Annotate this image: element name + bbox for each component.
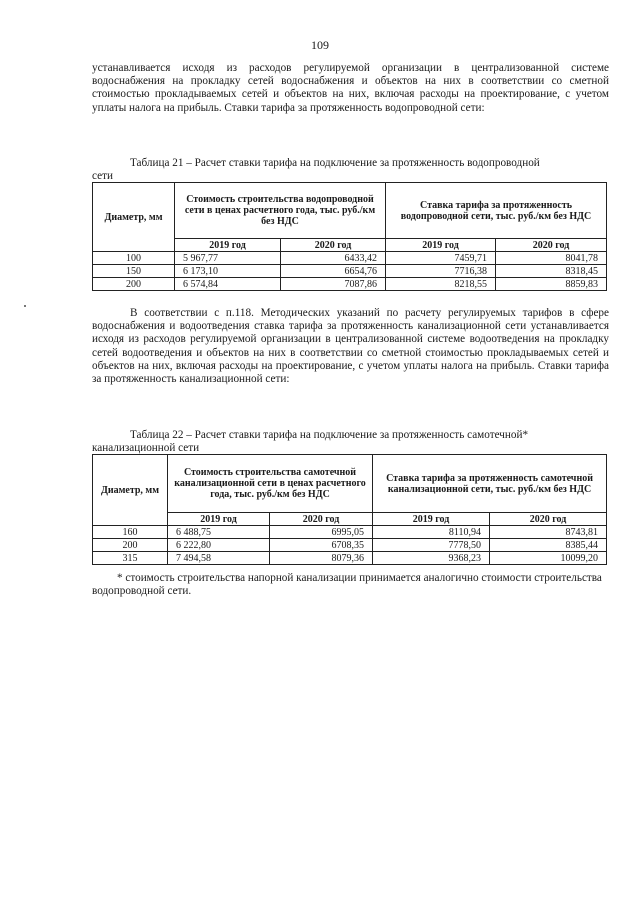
table21-rate-2019: 7459,71 xyxy=(386,252,496,265)
table22-header-diameter: Диаметр, мм xyxy=(93,455,168,526)
table-row xyxy=(93,252,607,265)
table21-header-rate-2020: 2020 год xyxy=(496,239,607,252)
table22-rate-2020: 10099,20 xyxy=(490,552,607,565)
table22-rate-2020: 8743,81 xyxy=(490,526,607,539)
table22-cost-2019: 6 222,80 xyxy=(168,539,270,552)
table22-caption-line2: канализационной сети xyxy=(92,441,200,454)
table22-header-cost-2019: 2019 год xyxy=(168,513,270,526)
table22-cost-2020: 6708,35 xyxy=(270,539,373,552)
table22-header-rate: Ставка тарифа за протяженность самотечной канализационной сети, тыс. руб./км без НДС xyxy=(373,455,607,513)
table21 xyxy=(92,182,607,291)
table22-header-rate-2020: 2020 год xyxy=(490,513,607,526)
table21-diameter: 150 xyxy=(93,265,175,278)
table21-header-cost-2019: 2019 год xyxy=(175,239,281,252)
table21-diameter: 100 xyxy=(93,252,175,265)
table22-caption xyxy=(92,429,609,454)
table21-header-diameter: Диаметр, мм xyxy=(93,183,175,252)
table22-cost-2020: 8079,36 xyxy=(270,552,373,565)
middle-paragraph: В соответствии с п.118. Методических указаний по расчету регулируемых тарифов в сфере водоснабжения и водоотведения ставка тарифа за протяженность канализационной сети устанавливается исходя из расходов регулируемой организации в централизованной системе водоотведения на прокладку сетей водоотведения и объектов на них в соответствии со сметной стоимостью прокладываемых сетей и объектов на них, включая расходы на проектирование, с учетом уплаты налога на прибыль. Ставки тарифа за протяженность канализационной сети: xyxy=(92,307,609,386)
table22-rate-2019: 9368,23 xyxy=(373,552,490,565)
table22-header-cost: Стоимость строительства самотечной канализационной сети в ценах расчетного года, тыс. руб./км без НДС xyxy=(168,455,373,513)
table22 xyxy=(92,454,607,565)
intro-paragraph: устанавливается исходя из расходов регулируемой организации в централизованной системе водоснабжения на прокладку сетей водоснабжения и объектов на них в соответствии со сметной стоимостью прокладываемых сетей и объектов на них, включая расходы на проектирование, с учетом уплаты налога на прибыль. Ставки тарифа за протяженность водопроводной сети: xyxy=(92,62,609,114)
table21-caption xyxy=(92,157,609,182)
table21-cost-2019: 6 574,84 xyxy=(175,278,281,291)
table21-rate-2020: 8318,45 xyxy=(496,265,607,278)
table22-diameter: 315 xyxy=(93,552,168,565)
table21-header-rate: Ставка тарифа за протяженность водопроводной сети, тыс. руб./км без НДС xyxy=(386,183,607,239)
table21-cost-2019: 6 173,10 xyxy=(175,265,281,278)
table21-caption-line1: Таблица 21 – Расчет ставки тарифа на подключение за протяженность водопроводной xyxy=(130,157,540,169)
table21-rate-2019: 7716,38 xyxy=(386,265,496,278)
table22-rate-2019: 8110,94 xyxy=(373,526,490,539)
table22-caption-line1: Таблица 22 – Расчет ставки тарифа на подключение за протяженность самотечной* xyxy=(130,429,529,441)
table21-caption-line2: сети xyxy=(92,169,113,182)
table21-cost-2019: 5 967,77 xyxy=(175,252,281,265)
table22-diameter: 160 xyxy=(93,526,168,539)
table22-header-cost-2020: 2020 год xyxy=(270,513,373,526)
table-row xyxy=(93,265,607,278)
footnote: * стоимость строительства напорной канализации принимается аналогично стоимости строительства водопроводной сети. xyxy=(92,572,602,598)
table21-header-rate-2019: 2019 год xyxy=(386,239,496,252)
table21-header-cost: Стоимость строительства водопроводной сети в ценах расчетного года, тыс. руб./км без НДС xyxy=(175,183,386,239)
table21-cost-2020: 6654,76 xyxy=(281,265,386,278)
table21-header-cost-2020: 2020 год xyxy=(281,239,386,252)
table-row xyxy=(93,539,607,552)
table22-rate-2019: 7778,50 xyxy=(373,539,490,552)
table21-cost-2020: 7087,86 xyxy=(281,278,386,291)
table22-diameter: 200 xyxy=(93,539,168,552)
table22-header-rate-2019: 2019 год xyxy=(373,513,490,526)
table-row xyxy=(93,552,607,565)
table-row xyxy=(93,278,607,291)
table21-rate-2019: 8218,55 xyxy=(386,278,496,291)
table22-rate-2020: 8385,44 xyxy=(490,539,607,552)
table22-cost-2019: 7 494,58 xyxy=(168,552,270,565)
table22-cost-2020: 6995,05 xyxy=(270,526,373,539)
table21-rate-2020: 8041,78 xyxy=(496,252,607,265)
table21-diameter: 200 xyxy=(93,278,175,291)
table-row xyxy=(93,526,607,539)
page-number: 109 xyxy=(311,38,329,52)
table22-cost-2019: 6 488,75 xyxy=(168,526,270,539)
table21-cost-2020: 6433,42 xyxy=(281,252,386,265)
scan-speck xyxy=(24,305,26,307)
table21-rate-2020: 8859,83 xyxy=(496,278,607,291)
